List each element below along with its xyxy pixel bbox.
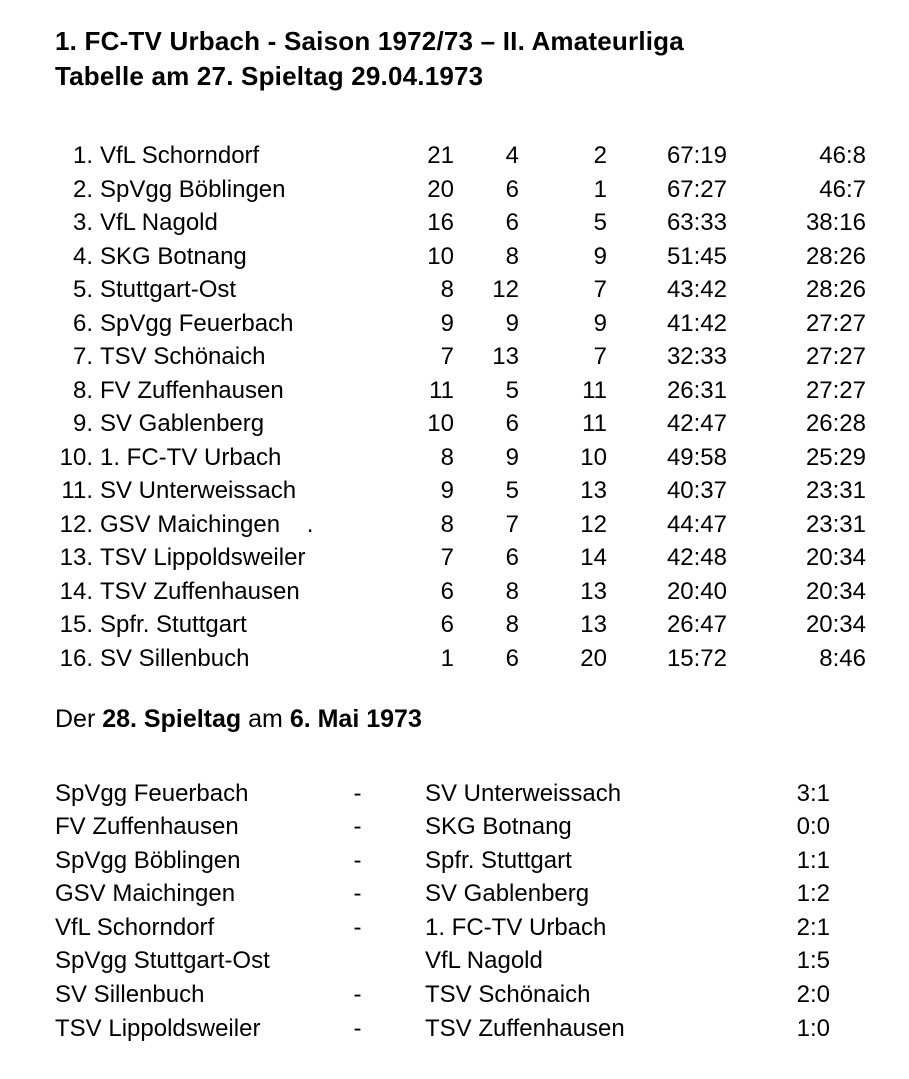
losses-count: 20: [580, 644, 607, 672]
losses-count: 5: [593, 209, 607, 236]
draws-count: 5: [505, 477, 519, 504]
dash-separator: -: [353, 779, 362, 807]
rank-number: 3.: [72, 209, 93, 236]
standings-row: [55, 508, 866, 542]
match-score: 2:0: [796, 981, 830, 1009]
points-ratio: 46:8: [819, 142, 866, 169]
team-name: GSV Maichingen .: [100, 510, 314, 538]
goal-ratio: 26:31: [666, 376, 727, 404]
fixture-row: [55, 911, 830, 945]
away-team: 1. FC-TV Urbach: [425, 913, 607, 941]
draws-count: 9: [505, 443, 519, 471]
points-ratio: 38:16: [805, 209, 866, 236]
fixtures-list: [55, 777, 830, 1046]
rank-number: 7.: [72, 343, 93, 370]
fixtures-heading-pre: Der: [55, 705, 103, 733]
home-team: TSV Lippoldsweiler: [55, 1014, 261, 1042]
fixtures-heading-mid: am: [241, 705, 290, 733]
points-ratio: 46:7: [819, 175, 866, 203]
title-line-2: Tabelle am 27. Spieltag 29.04.1973: [55, 61, 484, 91]
fixtures-heading: [55, 703, 866, 737]
standings-row: [55, 206, 866, 240]
goal-ratio: 26:47: [666, 611, 727, 638]
match-score: 1:1: [796, 846, 830, 874]
wins-count: 6: [440, 611, 454, 638]
column-gap: [375, 978, 425, 1012]
title-line-1: 1. FC-TV Urbach - Saison 1972/73 – II. Amateurliga: [55, 26, 684, 56]
team-name: Spfr. Stuttgart: [100, 611, 247, 638]
losses-count: 11: [582, 410, 607, 437]
rank-number: 16.: [59, 644, 93, 672]
goal-ratio: 44:47: [666, 510, 727, 538]
fixture-row: [55, 877, 830, 911]
rank-number: 1.: [72, 142, 93, 169]
team-name: VfL Schorndorf: [100, 142, 260, 169]
home-team: SV Sillenbuch: [55, 981, 205, 1009]
draws-count: 5: [505, 376, 519, 404]
wins-count: 16: [427, 209, 454, 236]
losses-count: 7: [593, 276, 607, 303]
fixture-row: [55, 978, 830, 1012]
column-gap: [375, 777, 425, 811]
wins-count: 7: [440, 544, 454, 571]
away-team: SV Unterweissach: [425, 779, 622, 807]
goal-ratio: 42:48: [666, 544, 727, 571]
goal-ratio: 63:33: [666, 209, 727, 236]
column-gap: [375, 810, 425, 844]
away-team: SV Gablenberg: [425, 880, 590, 908]
dash-separator: [340, 944, 375, 978]
goal-ratio: 20:40: [666, 577, 727, 605]
standings-row: [55, 139, 866, 173]
draws-count: 7: [505, 510, 519, 538]
losses-count: 13: [580, 577, 607, 605]
fixtures-heading-matchday: 28. Spieltag: [102, 705, 242, 733]
home-team: SpVgg Böblingen: [55, 846, 241, 874]
dash-separator: -: [353, 880, 362, 908]
home-team: FV Zuffenhausen: [55, 813, 239, 841]
dash-separator: -: [353, 913, 362, 941]
rank-number: 15.: [59, 611, 93, 638]
rank-number: 2.: [72, 175, 93, 203]
column-gap: [375, 911, 425, 945]
column-gap: [375, 877, 425, 911]
team-name: Stuttgart-Ost: [100, 276, 237, 303]
standings-row: [55, 240, 866, 274]
draws-count: 6: [505, 175, 519, 203]
goal-ratio: 15:72: [666, 644, 727, 672]
draws-count: 8: [505, 577, 519, 605]
draws-count: 4: [505, 142, 519, 169]
points-ratio: 23:31: [805, 510, 866, 538]
dash-separator: -: [353, 813, 362, 841]
home-team: SpVgg Feuerbach: [55, 779, 249, 807]
match-score: 2:1: [796, 913, 830, 941]
losses-count: 11: [582, 376, 607, 404]
points-ratio: 26:28: [805, 410, 866, 437]
draws-count: 6: [505, 209, 519, 236]
standings-row: [55, 307, 866, 341]
rank-number: 14.: [59, 577, 93, 605]
match-score: 3:1: [796, 779, 830, 807]
dash-separator: -: [353, 846, 362, 874]
draws-count: 6: [505, 644, 519, 672]
standings-row: [55, 273, 866, 307]
rank-number: 9.: [72, 410, 93, 437]
team-name: TSV Schönaich: [100, 343, 266, 370]
rank-number: 5.: [72, 276, 93, 303]
losses-count: 9: [593, 309, 607, 337]
team-name: SpVgg Feuerbach: [100, 309, 294, 337]
losses-count: 13: [580, 477, 607, 504]
away-team: VfL Nagold: [425, 947, 543, 975]
home-team: VfL Schorndorf: [55, 913, 215, 941]
draws-count: 8: [505, 611, 519, 638]
points-ratio: 27:27: [805, 309, 866, 337]
wins-count: 1: [440, 644, 454, 672]
column-gap: [375, 944, 425, 978]
draws-count: 9: [505, 309, 519, 337]
points-ratio: 28:26: [805, 242, 866, 270]
losses-count: 14: [580, 544, 607, 571]
losses-count: 7: [593, 343, 607, 370]
points-ratio: 23:31: [805, 477, 866, 504]
points-ratio: 20:34: [805, 611, 866, 638]
standings-row: [55, 340, 866, 374]
losses-count: 2: [593, 142, 607, 169]
losses-count: 13: [580, 611, 607, 638]
standings-row: [55, 474, 866, 508]
standings-row: [55, 374, 866, 408]
away-team: TSV Schönaich: [425, 981, 591, 1009]
away-team: SKG Botnang: [425, 813, 572, 841]
column-gap: [375, 844, 425, 878]
fixture-row: [55, 944, 830, 978]
goal-ratio: 67:19: [666, 142, 727, 169]
goal-ratio: 42:47: [666, 410, 727, 437]
standings-table: [55, 139, 866, 675]
fixture-row: [55, 1012, 830, 1046]
team-name: TSV Zuffenhausen: [100, 577, 300, 605]
team-name: SV Unterweissach: [100, 477, 297, 504]
rank-number: 8.: [72, 376, 93, 404]
match-score: 1:2: [796, 880, 830, 908]
draws-count: 6: [505, 410, 519, 437]
wins-count: 21: [427, 142, 454, 169]
rank-number: 11.: [61, 477, 93, 504]
goal-ratio: 32:33: [666, 343, 727, 370]
fixture-row: [55, 844, 830, 878]
match-score: 1:5: [796, 947, 830, 975]
team-name: SpVgg Böblingen: [100, 175, 286, 203]
dash-separator: -: [353, 1014, 362, 1042]
home-team: GSV Maichingen: [55, 880, 236, 908]
wins-count: 6: [440, 577, 454, 605]
match-score: 1:0: [796, 1014, 830, 1042]
rank-number: 13.: [59, 544, 93, 571]
draws-count: 13: [492, 343, 519, 370]
standings-row: [55, 608, 866, 642]
standings-row: [55, 441, 866, 475]
fixture-row: [55, 810, 830, 844]
page-title: [55, 24, 866, 94]
losses-count: 1: [593, 175, 607, 203]
goal-ratio: 41:42: [666, 309, 727, 337]
home-team: SpVgg Stuttgart-Ost: [55, 947, 270, 975]
team-name: FV Zuffenhausen: [100, 376, 284, 404]
standings-row: [55, 173, 866, 207]
wins-count: 9: [440, 309, 454, 337]
column-gap: [375, 1012, 425, 1046]
wins-count: 20: [427, 175, 454, 203]
wins-count: 10: [427, 410, 454, 437]
rank-number: 6.: [72, 309, 93, 337]
team-name: 1. FC-TV Urbach: [100, 443, 282, 471]
losses-count: 10: [580, 443, 607, 471]
rank-number: 10.: [59, 443, 93, 471]
wins-count: 7: [440, 343, 454, 370]
wins-count: 9: [440, 477, 454, 504]
losses-count: 9: [593, 242, 607, 270]
losses-count: 12: [580, 510, 607, 538]
points-ratio: 27:27: [805, 376, 866, 404]
match-score: 0:0: [796, 813, 830, 841]
team-name: VfL Nagold: [100, 209, 218, 236]
wins-count: 11: [429, 376, 454, 404]
away-team: Spfr. Stuttgart: [425, 846, 572, 874]
standings-row: [55, 407, 866, 441]
goal-ratio: 49:58: [666, 443, 727, 471]
goal-ratio: 51:45: [666, 242, 727, 270]
points-ratio: 20:34: [805, 577, 866, 605]
standings-row: [55, 541, 866, 575]
points-ratio: 20:34: [805, 544, 866, 571]
goal-ratio: 67:27: [666, 175, 727, 203]
points-ratio: 28:26: [805, 276, 866, 303]
team-name: TSV Lippoldsweiler: [100, 544, 306, 571]
team-name: SV Gablenberg: [100, 410, 265, 437]
wins-count: 8: [440, 510, 454, 538]
standings-row: [55, 575, 866, 609]
dash-separator: -: [353, 981, 362, 1009]
draws-count: 12: [492, 276, 519, 303]
wins-count: 10: [427, 242, 454, 270]
fixtures-heading-date: 6. Mai 1973: [289, 705, 422, 733]
team-name: SKG Botnang: [100, 242, 247, 270]
standings-row: [55, 642, 866, 676]
goal-ratio: 40:37: [666, 477, 727, 504]
draws-count: 8: [505, 242, 519, 270]
goal-ratio: 43:42: [666, 276, 727, 303]
fixture-row: [55, 777, 830, 811]
rank-number: 4.: [72, 242, 93, 270]
points-ratio: 8:46: [819, 644, 866, 672]
wins-count: 8: [440, 276, 454, 303]
wins-count: 8: [440, 443, 454, 471]
draws-count: 6: [505, 544, 519, 571]
away-team: TSV Zuffenhausen: [425, 1014, 625, 1042]
team-name: SV Sillenbuch: [100, 644, 250, 672]
points-ratio: 25:29: [805, 443, 866, 471]
points-ratio: 27:27: [805, 343, 866, 370]
rank-number: 12.: [59, 510, 93, 538]
page-header: [55, 24, 866, 94]
